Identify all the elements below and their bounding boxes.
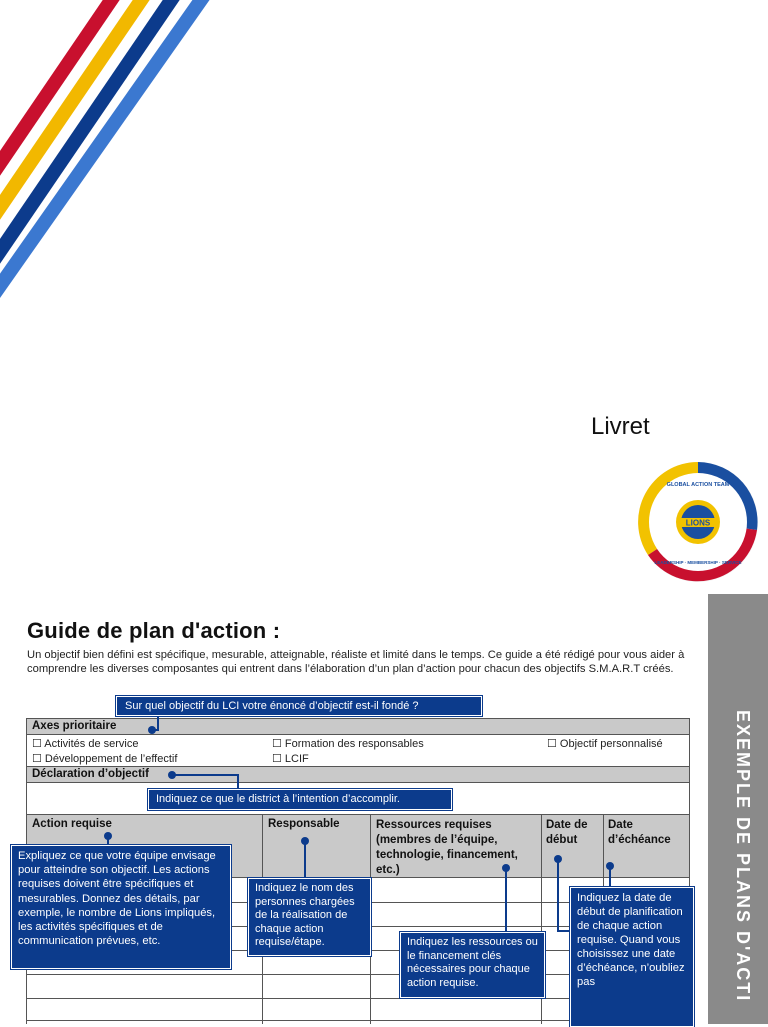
side-label-text: EXEMPLE DE PLANS D'ACTI bbox=[733, 710, 753, 1003]
option-activites-service[interactable]: ☐ Activités de service bbox=[32, 738, 139, 750]
col-header-date-echeance: Date d’échéance bbox=[608, 819, 671, 846]
livret-label: Livret bbox=[591, 413, 650, 440]
marker-axes bbox=[148, 726, 156, 734]
callout-declaration: Indiquez ce que le district à l’intention d’accomplir. bbox=[148, 789, 452, 810]
callout-axes: Sur quel objectif du LCI votre énoncé d’objectif est-il fondé ? bbox=[116, 696, 482, 716]
decorative-stripes bbox=[0, 0, 230, 300]
connector-date-echeance bbox=[609, 868, 611, 888]
col-header-responsable: Responsable bbox=[268, 818, 340, 830]
connector-axes bbox=[157, 716, 159, 730]
option-lcif[interactable]: ☐ LCIF bbox=[272, 753, 309, 765]
page-title: Guide de plan d'action : bbox=[27, 618, 281, 643]
connector-declaration-v bbox=[237, 774, 239, 790]
option-developpement-effectif[interactable]: ☐ Développement de l’effectif bbox=[32, 753, 178, 765]
callout-responsable: Indiquez le nom des personnes chargées de la réalisation de chaque action requise/étape. bbox=[248, 878, 371, 956]
axes-label: Axes prioritaire bbox=[32, 720, 117, 732]
logo-ring-top: GLOBAL ACTION TEAM bbox=[666, 482, 730, 488]
col-header-ressources: Ressources requises (membres de l’équipe, technologie, financement, etc.) bbox=[376, 819, 518, 876]
callout-action: Expliquez ce que votre équipe envisage pour atteindre son objectif. Les actions requises doivent être spécifiques et mesurables. Donnez des détails, par exemple, le nombre de Lions impliqués, les activités spécifiques et de communication prévues, etc. bbox=[11, 845, 231, 969]
option-objectif-personnalise[interactable]: ☐ Objectif personnalisé bbox=[547, 738, 663, 750]
option-formation-responsables[interactable]: ☐ Formation des responsables bbox=[272, 738, 424, 750]
logo-center-text: LIONS bbox=[685, 518, 711, 528]
connector-ressources bbox=[505, 870, 507, 932]
declaration-label: Déclaration d’objectif bbox=[32, 768, 149, 780]
callout-ressources: Indiquez les ressources ou le financement clés nécessaires pour chaque action requise. bbox=[400, 932, 545, 998]
col-header-date-debut: Date de début bbox=[546, 819, 588, 846]
logo-ring-bottom: LEADERSHIP · MEMBERSHIP · SERVICE bbox=[654, 560, 742, 565]
connector-responsable bbox=[304, 843, 306, 879]
connector-date-debut bbox=[557, 861, 559, 931]
axes-header-row bbox=[26, 718, 690, 735]
callout-dates: Indiquez la date de début de planification de chaque action requise. Quand vous choisissez une date d’échéance, n’oubliez pas bbox=[570, 887, 694, 1027]
global-action-team-logo bbox=[636, 460, 760, 584]
intro-paragraph: Un objectif bien défini est spécifique, mesurable, atteignable, réaliste et limité dans le temps. Ce guide a été rédigé pour vous aider à comprendre les diverses composantes qui entrent dans l’élaboration d’un plan d’action pour chacun des objectifs S.M.A.R.T créés. bbox=[27, 649, 685, 675]
side-label bbox=[708, 594, 768, 1024]
connector-declaration-h bbox=[174, 774, 238, 776]
col-header-action: Action requise bbox=[32, 818, 112, 830]
connector-date-debut-h bbox=[557, 930, 571, 932]
